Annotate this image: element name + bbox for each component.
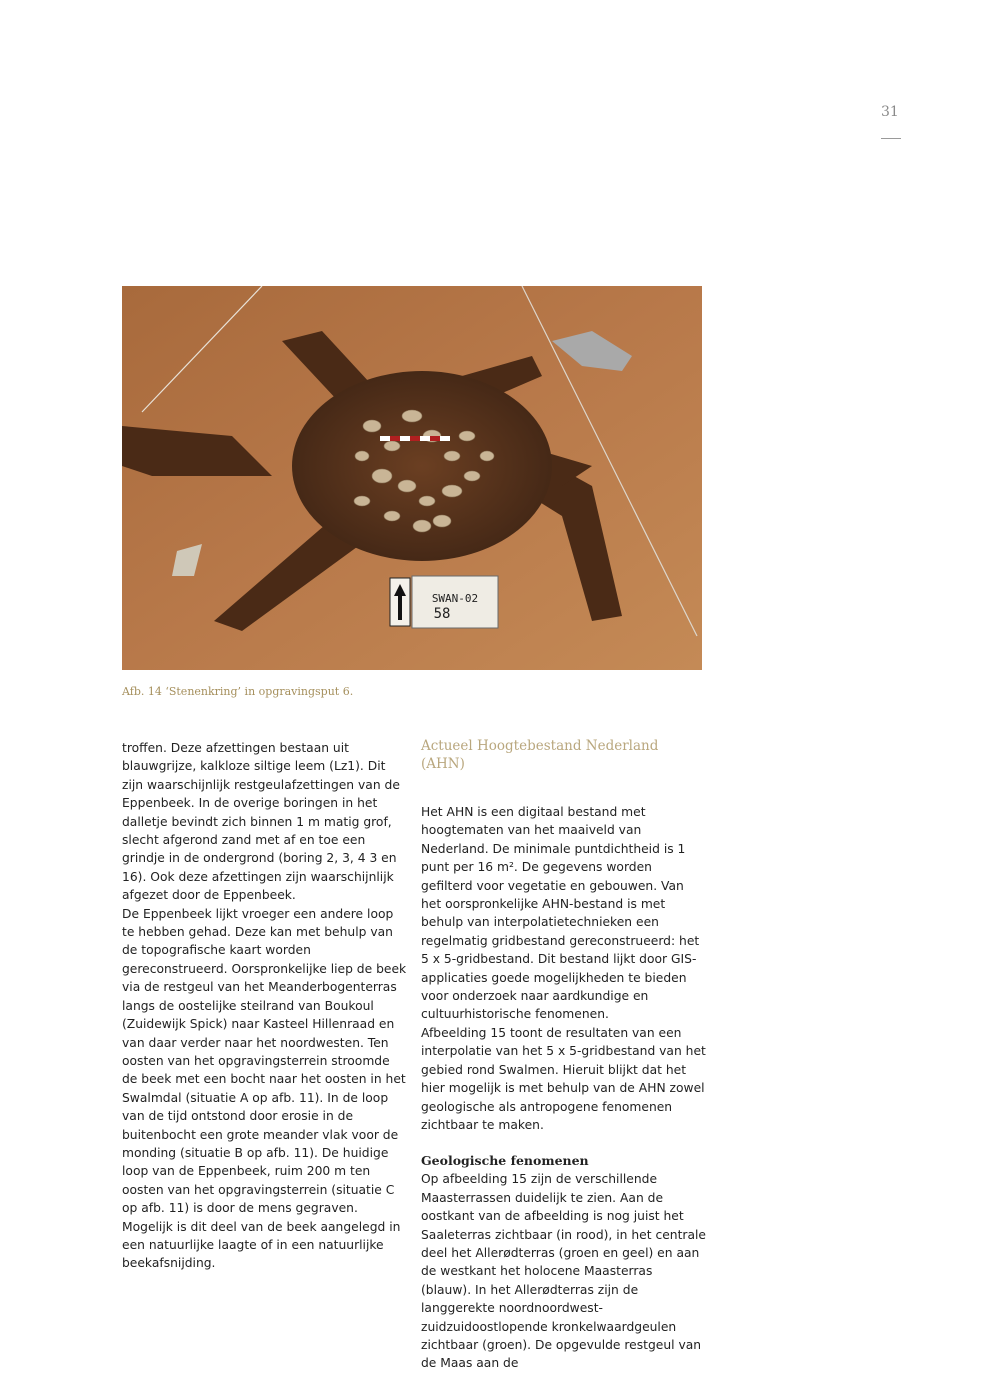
body-paragraph: De Eppenbeek lijkt vroeger een andere loop te hebben gehad. Deze kan met behulp van de topografische kaart worden gereconstrueerd. Oorspronkelijke liep de beek via de restgeul van het Meanderbogenterras langs de oostelijke steilrand van Boukoul (Zuidewijk Spick) naar Kasteel Hillenraad en van daar verder naar het noordwesten. Ten oosten van het opgravingsterrein stroomde de beek met een bocht naar het oosten in het Swalmdal (situatie A op afb. 11). In de loop van de tijd ontstond door erosie in de buitenbocht een grote meander vlak voor de monding (situatie B op afb. 11). De huidige loop van de Eppenbeek, ruim 200 m ten oosten van het opgravingsterrein (situatie C op afb. 11) is door de mens gegraven. Mogelijk is dit deel van de beek aangelegd in een natuurlijke laagte of in een natuurlijke beekafsnijding. (122, 906, 407, 1271)
right-column (421, 737, 706, 1373)
subsection-heading: Geologische fenomenen (421, 1153, 589, 1169)
sign-line-2: 58 (433, 606, 451, 622)
body-paragraph: Afbeelding 15 toont de resultaten van een interpolatie van het 5 x 5-gridbestand van het gebied rond Swalmen. Hieruit blijkt dat het hier mogelijk is met behulp van de AHN zowel geologische als antropogene fenomenen zichtbaar te maken. (421, 1025, 706, 1132)
page-number-rule (881, 138, 901, 139)
figure-caption: Afb. 14 ‘Stenenkring’ in opgravingsput 6. (122, 685, 354, 698)
body-paragraph: Op afbeelding 15 zijn de verschillende Maasterrassen duidelijk te zien. Aan de oostkant van de afbeelding is nog juist het Saaleterras zichtbaar (in rood), in het centrale deel het Allerødterras (groen en geel) en aan de westkant het holocene Maasterras (blauw). In het Allerødterras zijn de langgerekte noordnoordwest-zuidzuidoostlopende kronkelwaardgeulen zichtbaar (groen). De opgevulde restgeul van de Maas aan de (421, 1172, 706, 1371)
body-paragraph: troffen. Deze afzettingen bestaan uit blauwgrijze, kalkloze siltige leem (Lz1). Dit zijn waarschijnlijk restgeulafzettingen van de Eppenbeek. In de overige boringen in het dalletje bevindt zich binnen 1 m matig grof, slecht afgerond zand met af en toe een grindje in de ondergrond (boring 2, 3, 4 3 en 16). Ook deze afzettingen zijn waarschijnlijk afgezet door de Eppenbeek. (122, 741, 400, 903)
sign-line-1: SWAN-02 (431, 592, 479, 605)
page-number: 31 (881, 104, 899, 120)
left-column (122, 739, 407, 1273)
section-heading: Actueel Hoogtebestand Nederland (AHN) (421, 738, 659, 772)
excavation-photo (122, 286, 702, 670)
body-paragraph: Het AHN is een digitaal bestand met hoogtematen van het maaiveld van Nederland. De minimale puntdichtheid is 1 punt per 16 m². De gegevens worden gefilterd voor vegetatie en gebouwen. Van het oorspronkelijke AHN-bestand is met behulp van interpolatietechnieken een regelmatig gridbestand gereconstrueerd: het 5 x 5-gridbestand. Dit bestand lijkt door GIS-applicaties goede mogelijkheden te bieden voor onderzoek naar aardkundige en cultuurhistorische fenomenen. (421, 805, 700, 1022)
